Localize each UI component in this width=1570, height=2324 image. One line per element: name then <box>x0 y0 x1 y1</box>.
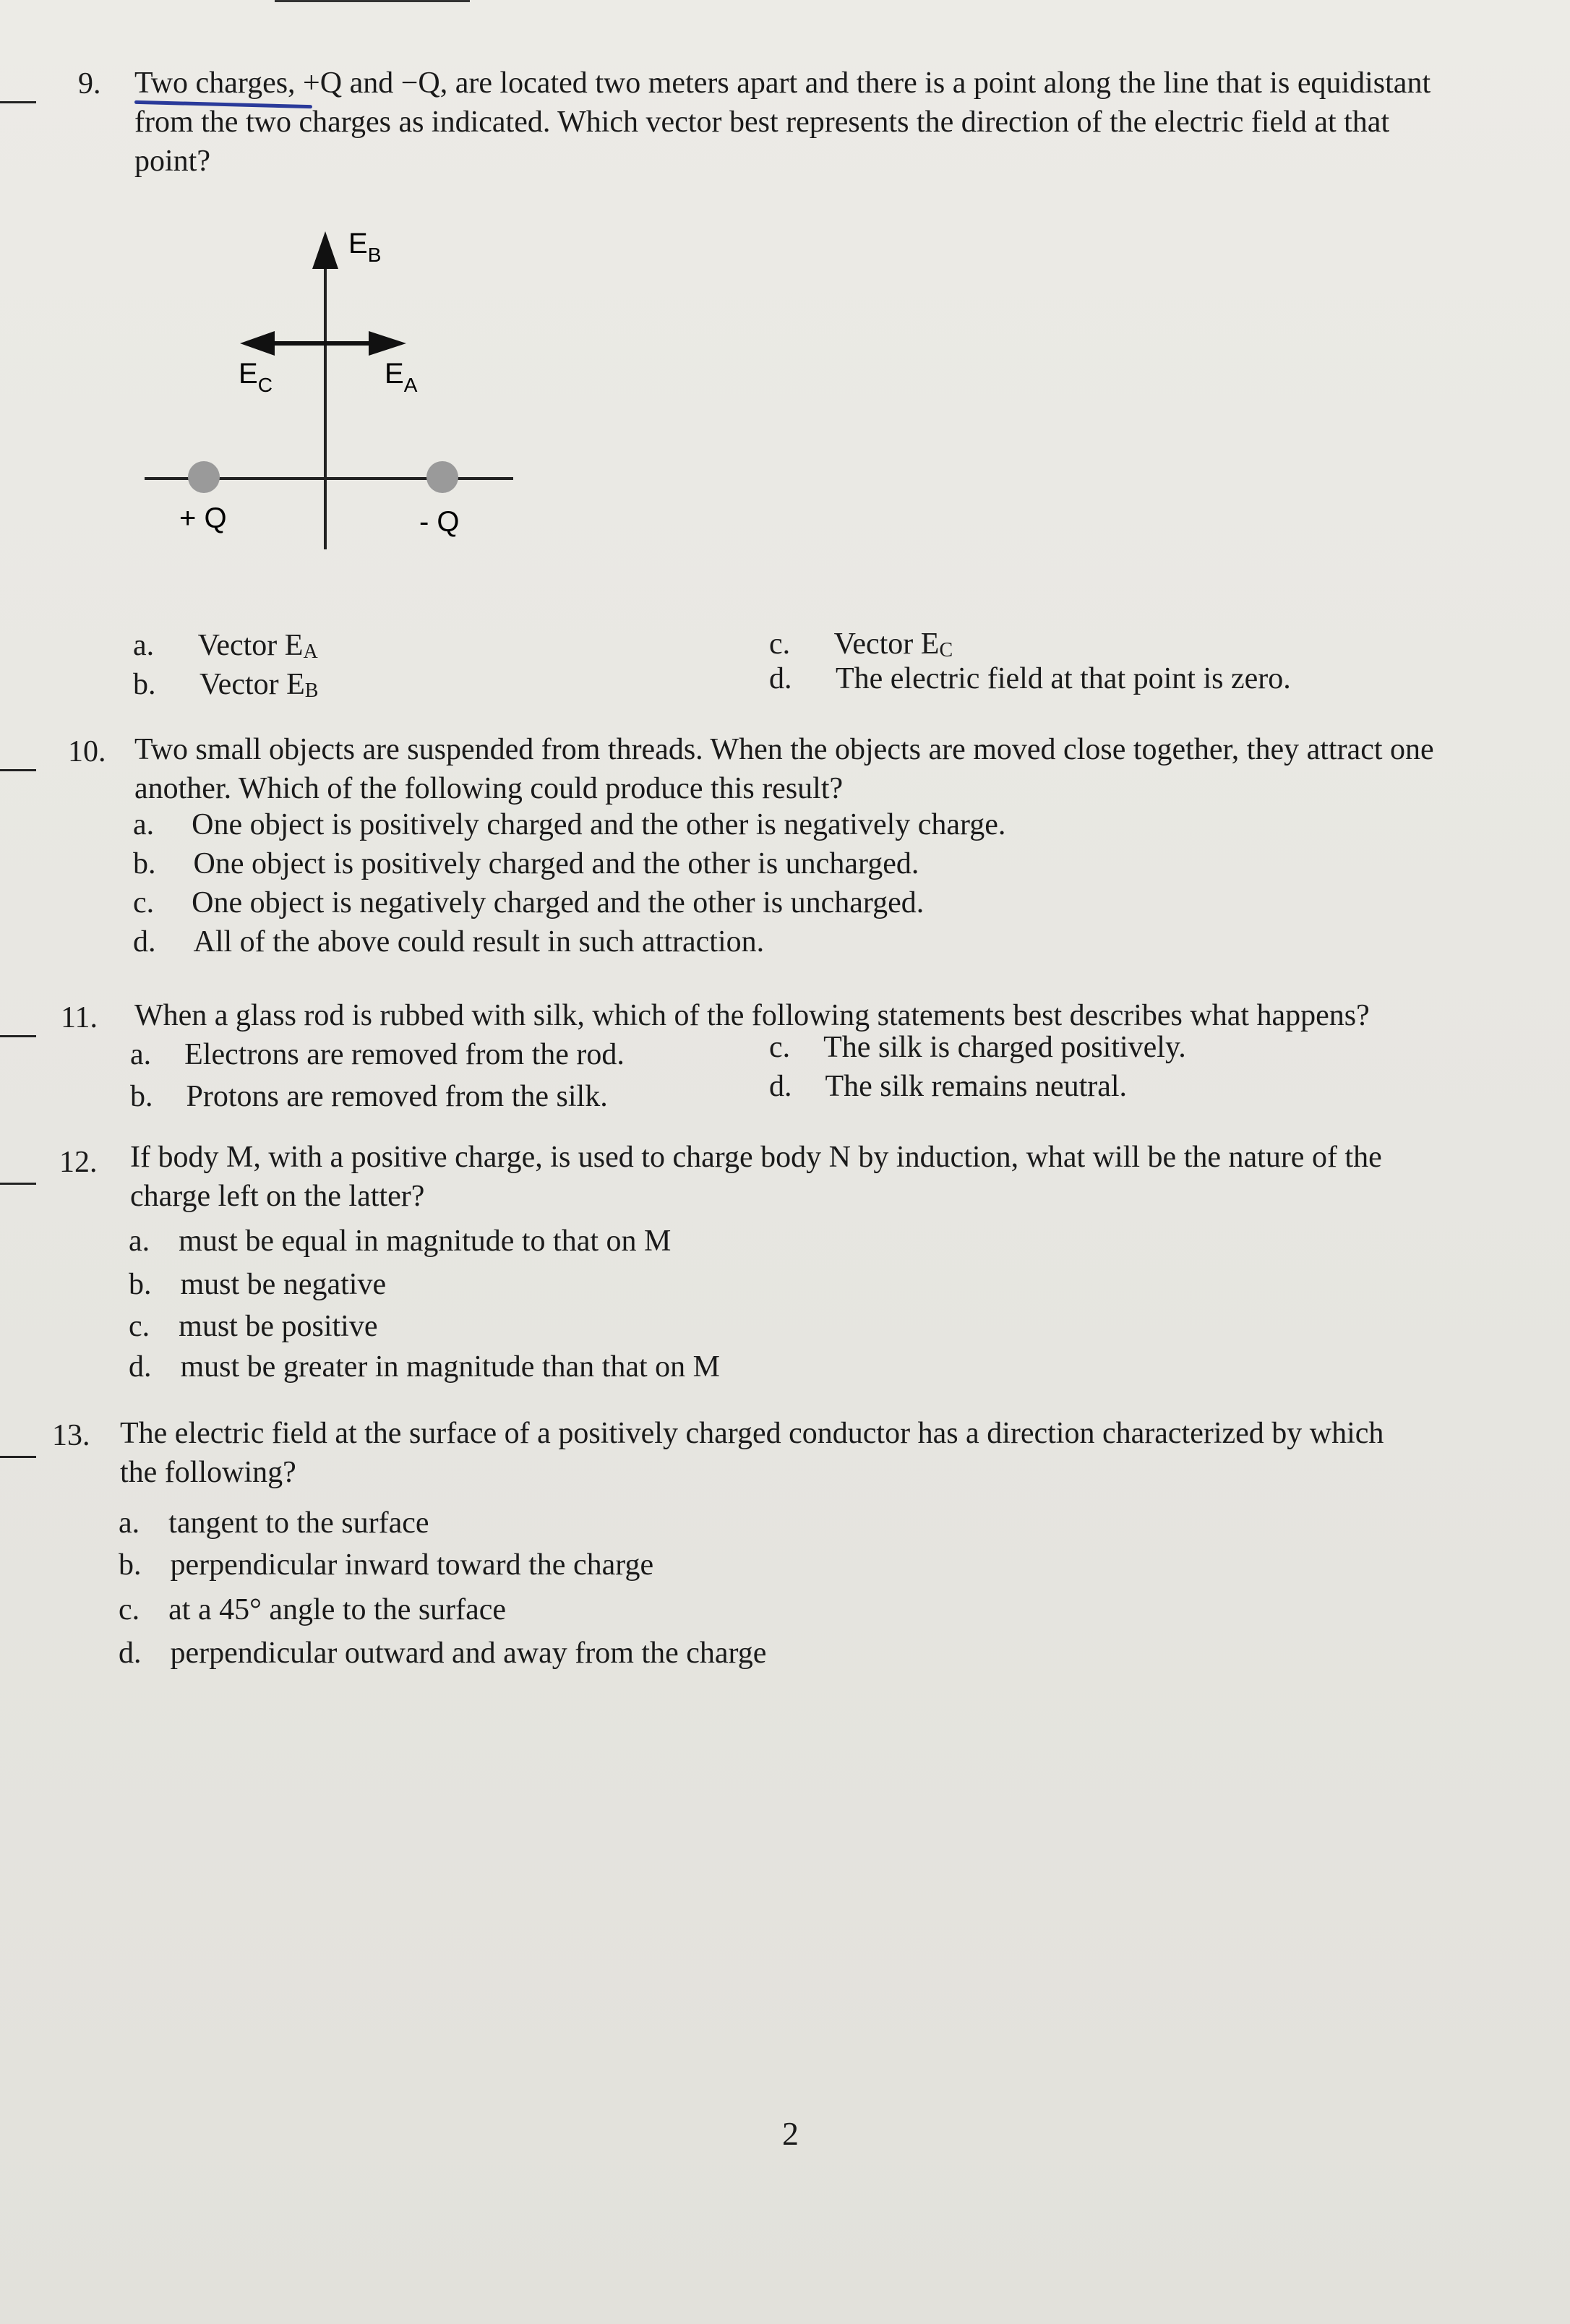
option-b[interactable]: b. One object is positively charged and the other is uncharged. <box>133 847 919 880</box>
vector-ea-arrow <box>369 331 406 356</box>
option-d[interactable]: d. must be greater in magnitude than that on M <box>129 1350 720 1384</box>
option-a[interactable]: a. One object is positively charged and the other is negatively charge. <box>133 808 1006 841</box>
electric-field-diagram <box>130 210 535 571</box>
option-d[interactable]: d. The electric field at that point is zero. <box>769 662 1291 695</box>
option-b[interactable]: b. perpendicular inward toward the charge <box>119 1548 654 1582</box>
option-a[interactable]: a. must be equal in magnitude to that on M <box>129 1225 672 1258</box>
option-b[interactable]: b. Vector $E_B$ <box>133 668 319 702</box>
option-a[interactable]: a. tangent to the surface <box>119 1506 429 1540</box>
option-c[interactable]: c. The silk is charged positively. <box>769 1031 1186 1064</box>
top-rule <box>275 0 470 2</box>
label-negative-charge: - Q <box>419 506 460 538</box>
answer-blank-13 <box>0 1456 36 1458</box>
negative-charge <box>426 461 458 493</box>
answer-blank-11 <box>0 1035 36 1037</box>
option-c[interactable]: c. Vector $E_C$ <box>769 627 953 661</box>
option-c[interactable]: c. at a 45° angle to the surface <box>119 1593 507 1626</box>
option-a[interactable]: a. Vector $E_A$ <box>133 629 318 663</box>
option-c[interactable]: c. must be positive <box>129 1310 378 1343</box>
option-b[interactable]: b. Protons are removed from the silk. <box>130 1080 608 1113</box>
vector-ec-arrow <box>240 331 275 356</box>
label-ea: $E_A$ <box>385 358 418 396</box>
label-positive-charge: + Q <box>179 502 227 534</box>
answer-blank-10 <box>0 769 36 771</box>
question-number: 12. <box>59 1146 98 1179</box>
question-line: from the two charges as indicated. Which vector best represents the direction of the electric field at that <box>134 106 1390 139</box>
question-text <box>130 1138 1382 1216</box>
answer-blank-9 <box>0 101 36 103</box>
answer-blank-12 <box>0 1183 36 1185</box>
option-c[interactable]: c. One object is negatively charged and the other is uncharged. <box>133 886 925 919</box>
question-number: 13. <box>52 1419 90 1452</box>
question-line: the following? <box>120 1456 296 1489</box>
question-text <box>134 730 1434 808</box>
question-line: The electric field at the surface of a positively charged conductor has a direction characterized by which <box>120 1417 1384 1450</box>
page-number: 2 <box>782 2115 799 2152</box>
option-d[interactable]: d. The silk remains neutral. <box>769 1070 1128 1103</box>
question-number: 9. <box>78 67 101 100</box>
question-line: Two small objects are suspended from threads. When the objects are moved close together, they attract one <box>134 733 1434 766</box>
question-line: Two charges, +Q and −Q, are located two meters apart and there is a point along the line that is equidistant <box>134 67 1431 100</box>
question-text <box>134 64 1430 181</box>
question-line: point? <box>134 145 210 178</box>
question-number: 10. <box>68 735 106 768</box>
question-number: 11. <box>61 1001 98 1034</box>
question-line: If body M, with a positive charge, is used to charge body N by induction, what will be the nature of the <box>130 1141 1382 1174</box>
label-ec: $E_C$ <box>239 358 273 396</box>
option-b[interactable]: b. must be negative <box>129 1268 387 1301</box>
positive-charge <box>188 461 220 493</box>
question-line: When a glass rod is rubbed with silk, which of the following statements best describes what happens? <box>134 999 1370 1032</box>
question-text <box>120 1414 1384 1492</box>
option-d[interactable]: d. All of the above could result in such attraction. <box>133 925 765 959</box>
label-eb: $E_B$ <box>348 228 382 266</box>
question-line: another. Which of the following could produce this result? <box>134 772 844 805</box>
vector-eb-arrow <box>312 231 338 269</box>
option-a[interactable]: a. Electrons are removed from the rod. <box>130 1038 625 1071</box>
question-line: charge left on the latter? <box>130 1180 425 1213</box>
option-d[interactable]: d. perpendicular outward and away from the charge <box>119 1637 767 1670</box>
